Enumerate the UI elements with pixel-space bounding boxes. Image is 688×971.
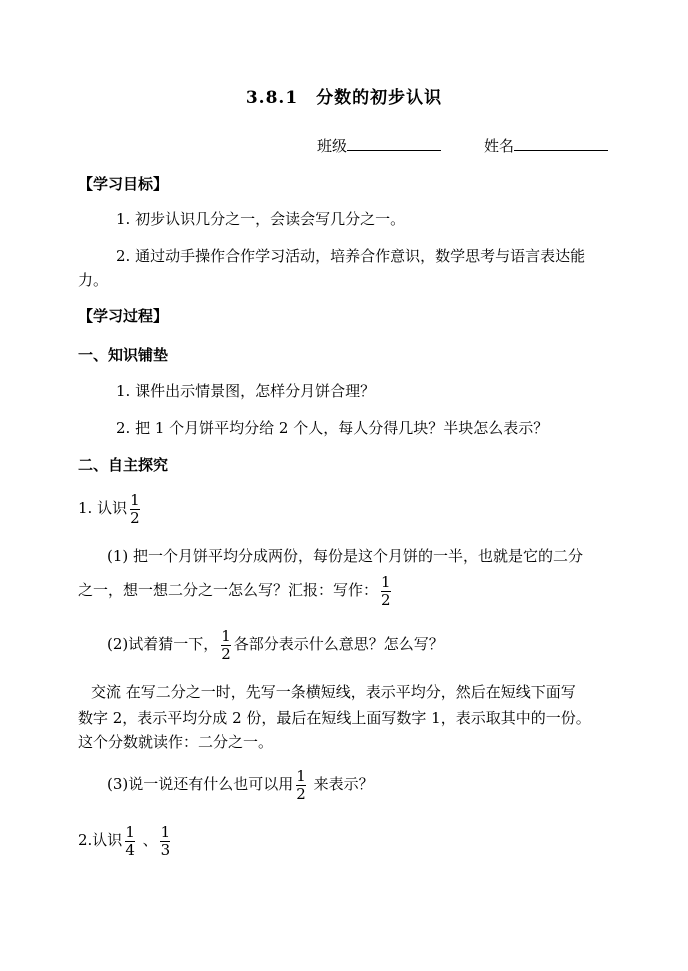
name-label: 姓名 — [484, 137, 515, 155]
fraction-one-half: $\frac{1}{2}$ — [296, 766, 306, 803]
sub1-label: 1. 认识 — [78, 499, 128, 517]
fraction-one-half: $\frac{1}{2}$ — [130, 490, 140, 527]
part2-heading: 二、自主探究 — [78, 456, 169, 474]
goal-item-2-cont: 力。 — [78, 271, 109, 289]
class-label: 班级 — [317, 137, 348, 155]
fraction-one-third: $\frac{1}{3}$ — [160, 822, 171, 859]
part1-heading: 一、知识铺垫 — [78, 346, 169, 364]
class-blank[interactable] — [347, 134, 441, 151]
page-title: 3.8.1 分数的初步认识 — [245, 88, 443, 108]
section-goals-heading: 【学习目标】 — [78, 175, 169, 193]
sub1-line — [78, 490, 143, 526]
name-blank[interactable] — [514, 134, 608, 151]
part1-item-1: 1. 课件出示情景图，怎样分月饼合理？ — [116, 382, 376, 400]
fraction-one-half: $\frac{1}{2}$ — [381, 572, 391, 609]
section-process-heading: 【学习过程】 — [78, 307, 169, 325]
goal-item-1: 1. 初步认识几分之一，会读会写几分之一。 — [116, 210, 406, 228]
exchange-line-2: 数字 2，表示平均分成 2 份，最后在短线上面写数字 1，表示取其中的一份。 — [78, 709, 591, 727]
fraction-one-quarter: $\frac{1}{4}$ — [125, 822, 135, 859]
part1-item-2: 2. 把 1 个月饼平均分给 2 个人，每人分得几块？半块怎么表示？ — [116, 419, 549, 437]
exchange-line-3: 这个分数就读作：二分之一。 — [78, 733, 274, 751]
q3-line: (3)说一说还有什么也可以用 $\frac{1}{2}$ 来表示？ — [107, 766, 374, 803]
exchange-line-1: 交流 在写二分之一时，先写一条横短线，表示平均分，然后在短线下面写 — [91, 683, 576, 701]
sub2-label: 2.认识 — [78, 831, 123, 849]
name-field[interactable] — [484, 134, 608, 156]
q1-line-1: (1) 把一个月饼平均分成两份，每份是这个月饼的一半，也就是它的二分 — [107, 547, 584, 565]
q1-line-2: 之一，想一想二分之一怎么写？汇报：写作： $\frac{1}{2}$ — [78, 572, 391, 609]
sub2-line: 2.认识 $\frac{1}{4}$ 、 $\frac{1}{3}$ — [78, 822, 171, 859]
class-field[interactable] — [317, 134, 441, 156]
goal-item-2: 2. 通过动手操作合作学习活动，培养合作意识，数学思考与语言表达能 — [116, 247, 586, 265]
fraction-one-half: $\frac{1}{2}$ — [221, 626, 231, 663]
q2-line: (2)试着猜一下， $\frac{1}{2}$ 各部分表示什么意思？怎么写？ — [107, 626, 444, 663]
